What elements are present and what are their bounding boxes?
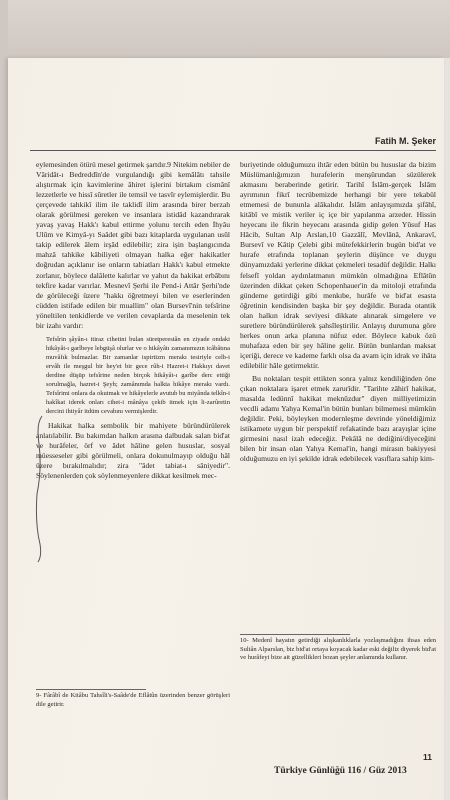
background-top [0, 0, 450, 58]
footnote-9: 9- Fârâbî de Kitâbu Tahsîli's-Saâde'de Eflâtûn üzerinden benzer görüşleri dile getirir. [36, 692, 230, 708]
block-quote-text: Tefsîrin şâyân-ı itiraz cihetini bulan süretperestân en ziyade ondaki hikâyât-ı garîbeye lebgüşâ olurlar ve o hikâyâtı zamanımızın icâbâtına muvâfık bulmazlar. Bir zamanlar ispirtizm merakı tesiriyle celb-i ervâh ile meşgul bir hey'et bir gece rûh-i Hazret-i Hakkıyı davet derdine düşüp tefsîrine neden birçok hikâyât-ı garîbe derc ettiği sorulmağla, hazret-i Şeyh; zamânımda halkta hikâye merakı vardı. Tefsîrimi onlara da okutmak ve hikâyelerle avutub bu miyânda telkîn-i hakîkat iderek onları cihet-i mânâya çekib itmek için li-zarûretin dercini ihtiyâr itdüm cevabını vermişlerdir. [46, 335, 230, 416]
left-paragraph-2: Hakikat halka sembolik bir mahiyete büründürülerek anlatılabilir. Bu bakımdan halkın arasına dalbudak salan bid'at ve hurâfeler, örf ve âdet hâline gelen hususlar, sosyal müesseseler gibi görülmeli, onlara dokunulmayıp olduğu hâl üzere bırakılmalıdır; zira "âdet tabiat-ı sâniyedir". Söylenenlerden çok söylenmeyenlere dikkat kesilmek mec- [36, 421, 230, 481]
right-paragraph-2: Bu noktaları tespit ettikten sonra yalnız kendiliğinden öne çıkan noktalara işaret etmek zarurîdir. "Tarihte zâhirî hakikat, masalda ledünnî hakikat meknûzdur" diyen milliyetimizin vecdli adamı Yahya Kemal'in bütün bunları bilmemesi mümkün değildir. Peki, böyleyken modernleşme devrinde yöneldiğimiz istikamete uygun bir perspektif refakatinde bazı arayışlar içine girmesini nasıl izah edeceğiz. Pekâlâ ne dediğini/diyeceğini bilen bir insan olan Yahya Kemal'in, hangi mirasın bakiyyesi olduğumuzu en iyi şekilde idrak edebilecek vasıflara sahip kim- [240, 373, 436, 464]
header-rule [30, 150, 436, 151]
footnote-rule-right [240, 634, 350, 635]
running-header-author: Fatih M. Şeker [374, 136, 436, 146]
left-paragraph-1: eylemesinden ötürü mesel getirmek şartdır.9 Nitekim nebiler de Vâridât-ı Bedreddîn'de vurgulandığı gibi kemâlâtı tahsile alıştırmak için kavimlerine âhiret işlerini birtakım cismânî lezzetlerle ve hissî sûretler ile temsil ve tasvîr eylemişlerdir. Bu çerçevede tahkikî ilim ile taklidî ilim arasında birer berzah olarak görülmesi gereken ve insanlara istidâd kazandırarak yavaş yavaş Hakk'ı kabul ettirme yolunu tercih eden İhyâu Ulûm ve Kimyâ-yı Saâdet gibi bazı kitaplarda uygulanan usûl takip edilerek âlem irşâd edilebilir; zira işin başlangıcında mahzâ tahkike kâbiliyeti olmayan halka eğer hakikatler doğrudan açıklanır ise onların tabiatları Hakk'ı kabul etmekte zorlanır, böylece dalâlette kalırlar ve yahut da hakikat erbâbını tekfire kadar varırlar. Mesnevî Şerhi ile Pend-i Attâr Şerhi'nde de görüleceği üzere "hakkı öğretmeyi bilen ve eserlerinden cüdden istifade edilen bir muallim" olan Bursevî'nin tefsîrine yöneltilen tenkidlerde ve verilen cevaplarda da meselenin tek bir izahı vardır: [36, 160, 230, 330]
footnote-rule-left [36, 689, 146, 690]
right-paragraph-1: buriyetinde olduğumuzu ihtâr eden bütün bu hususlar da bizim Müslümanlığımızın hurafelerin menşûrundan süzülerek akmasını beraberinde getirir. Tarihî İslâm-gerçek İslâm ayrımının fikrî tecrübemizde herhangi bir yere tekabül etmemesi de bununla alâkalıdır. İslâm anlayışımızda şifâhî, kitâbî ve mistik veriler iç içe bir yapılanma arzeder. Hissin heyecanı ile fikrin heyecanı arasında gidip gelen Yûsuf Has Hâcib, Sultan Alp Arslan,10 Gazzâlî, Mevlânâ, Ankaravî, Bursevî ve Kâtip Çelebi gibi mütefekkirlerin bugün bid'at ve hurafe etrafında toplanan şeylerin düşünce ve duygu dünyamızdaki yerlerine dikkat çekmeleri tesadüf değildir. Halkı felsefî yoldan aydınlatmanın mümkün olmadığına Eflâtûn üzerinden dikkat çeken Schopenhauer'in da mitoloji etrafında gündeme getirdiği gibi menkıbe, hurâfe ve bid'at esasta öğretinin kendisinden başka bir şey değildir. Burada otantik olan halkın idrak seviyesi dikkate alınarak simgelere ve suretlere büründürülerek şahsîleştirilir. Anlayış durumuna göre herkes onun arka planına nüfuz eder. Böylece kabuk özü muhafaza eden bir şey hâline gelir. Bütün bunlardan maksat içeriği, derece ve kademe farklı olsa da avam için idrak ve ihâta edilebilir hâle getirmektir. [240, 160, 436, 370]
page-number: 11 [423, 752, 432, 762]
footnote-10: 10- Medenî hayatın getirdiği alışkanlıklarla yozlaşmadığını ihsas eden Sultân Alparslan, biz bid'at ortaya koyacak kadar eski değiliz diyerek bid'at ve hurâfeyi bize ait güzellikleri bozan şeyler anlamında kullanır. [240, 637, 436, 662]
left-column [36, 160, 230, 482]
background-left [0, 0, 8, 800]
block-quote [36, 335, 230, 416]
right-column [240, 160, 436, 464]
pencil-bracket-mark [34, 414, 44, 564]
journal-footer: Türkiye Günlüğü 116 / Güz 2013 [274, 766, 407, 776]
